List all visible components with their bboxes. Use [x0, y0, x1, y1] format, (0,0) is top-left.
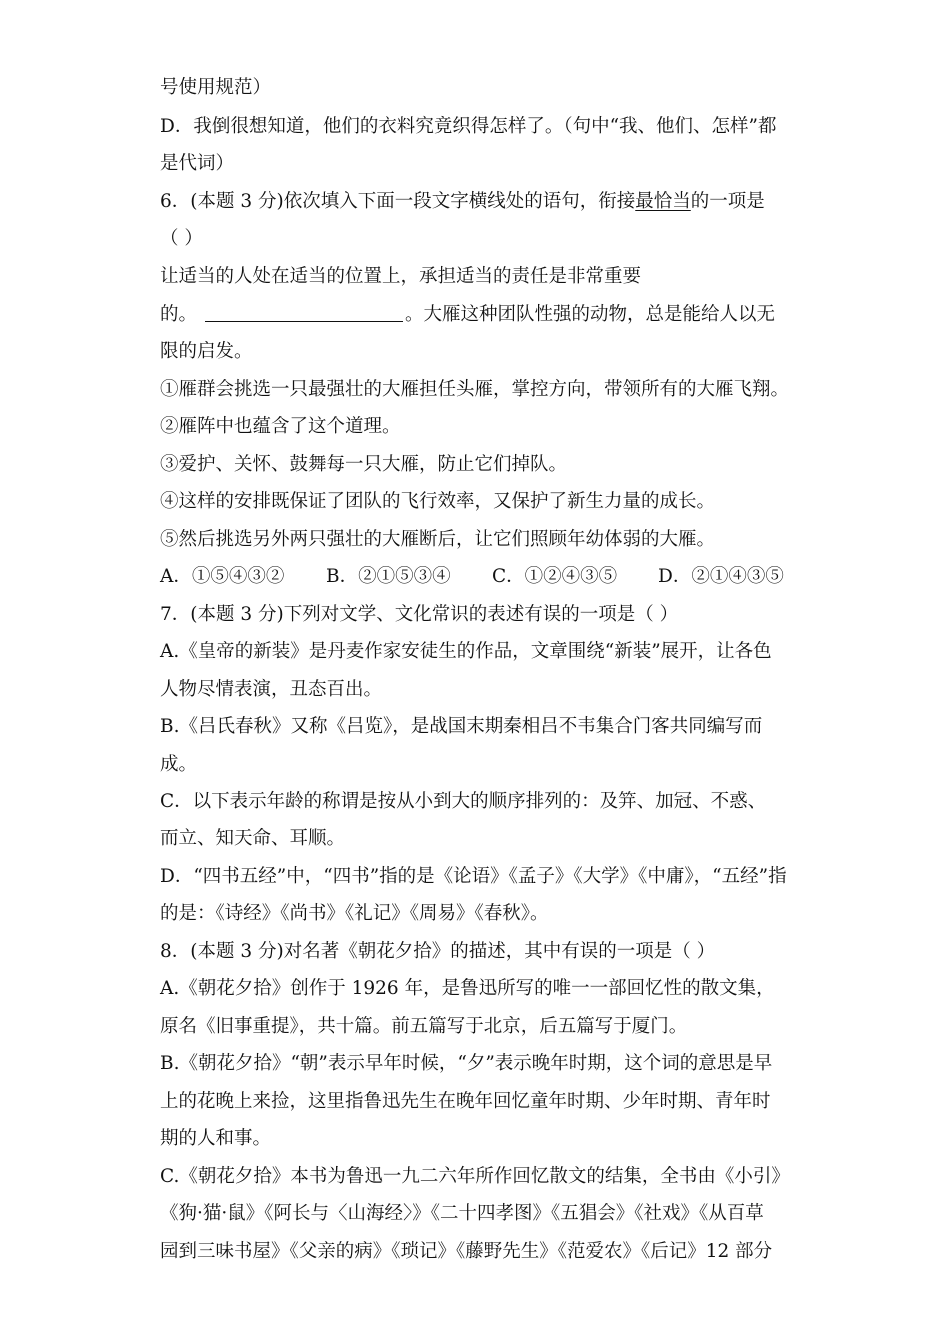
q8-option-c-line-3: 园到三味书屋》《父亲的病》《琐记》《藤野先生》《范爱农》《后记》12 部分 [160, 1241, 773, 1262]
q6-option-a: A．①⑤④③② [160, 566, 285, 587]
q5-tail-line-1: 号使用规范） [160, 77, 272, 98]
q6-item-5: ⑤然后挑选另外两只强壮的大雁断后，让它们照顾年幼体弱的大雁。 [160, 529, 716, 550]
q6-option-c: C．①②④③⑤ [492, 566, 618, 587]
q7-option-b-line-1: B.《吕氏春秋》又称《吕览》，是战国末期秦相吕不韦集合门客共同编写而 [160, 716, 763, 737]
q8-option-a-line-1: A.《朝花夕拾》创作于 1926 年，是鲁迅所写的唯一一部回忆性的散文集， [160, 978, 775, 999]
q8-option-b-line-3: 期的人和事。 [160, 1128, 272, 1149]
q6-item-1: ①雁群会挑选一只最强壮的大雁担任头雁，掌控方向，带领所有的大雁飞翔。 [160, 379, 790, 400]
q6-option-b: B．②①⑤③④ [326, 566, 451, 587]
q7-option-a-line-1: A.《皇帝的新装》是丹麦作家安徒生的作品，文章围绕“新装”展开，让各色 [160, 641, 772, 662]
q6-answer-paren: （ ） [160, 228, 203, 249]
q6-item-2: ②雁阵中也蕴含了这个道理。 [160, 416, 401, 437]
q8-option-b-line-1: B.《朝花夕拾》“朝”表示早年时候，“夕”表示晚年时期，这个词的意思是早 [160, 1053, 773, 1074]
q7-stem: 7．(本题 3 分)下列对文学、文化常识的表述有误的一项是（ ） [160, 604, 679, 625]
q8-option-c-line-1: C.《朝花夕拾》本书为鲁迅一九二六年所作回忆散文的结集，全书由《小引》 [160, 1166, 790, 1187]
q6-stem [160, 189, 765, 215]
q6-stem-underlined: 最恰当 [635, 191, 691, 212]
q7-option-c-line-2: 而立、知天命、耳顺。 [160, 828, 346, 849]
q7-option-d-line-1: D．“四书五经”中，“四书”指的是《论语》《孟子》《大学》《中庸》，“五经”指 [160, 866, 787, 887]
q6-options [160, 564, 784, 590]
fill-in-blank [205, 303, 403, 322]
q7-option-c-line-1: C．以下表示年龄的称谓是按从小到大的顺序排列的：及笄、加冠、不惑、 [160, 791, 767, 812]
q6-item-4: ④这样的安排既保证了团队的飞行效率，又保护了新生力量的成长。 [160, 491, 716, 512]
q8-stem: 8．(本题 3 分)对名著《朝花夕拾》的描述，其中有误的一项是（ ） [160, 941, 716, 962]
q6-passage-line-3: 限的启发。 [160, 341, 253, 362]
q6-passage-line-1: 让适当的人处在适当的位置上，承担适当的责任是非常重要 [160, 266, 642, 287]
q8-option-c-line-2: 《狗·猫·鼠》《阿长与〈山海经〉》《二十四孝图》《五猖会》《社戏》《从百草 [160, 1203, 764, 1224]
q5-option-d-line-1: D．我倒很想知道，他们的衣料究竟织得怎样了。（句中“我、他们、怎样”都 [160, 116, 777, 137]
q6-passage-post: 。大雁这种团队性强的动物，总是能给人以无 [405, 304, 776, 325]
q6-passage-pre: 的。 [160, 304, 198, 325]
q7-option-b-line-2: 成。 [160, 754, 198, 775]
q6-stem-pre: 6．(本题 3 分)依次填入下面一段文字横线处的语句，衔接 [160, 191, 636, 212]
q7-option-a-line-2: 人物尽情表演，丑态百出。 [160, 679, 383, 700]
q6-passage-line-2 [160, 302, 775, 328]
q7-option-d-line-2: 的是：《诗经》《尚书》《礼记》《周易》《春秋》。 [160, 903, 549, 924]
q6-item-3: ③爱护、关怀、鼓舞每一只大雁，防止它们掉队。 [160, 454, 568, 475]
q6-option-d: D．②①④③⑤ [658, 566, 784, 587]
q8-option-a-line-2: 原名《旧事重提》，共十篇。前五篇写于北京，后五篇写于厦门。 [160, 1016, 688, 1037]
q6-stem-post: 的一项是 [690, 191, 765, 212]
q5-option-d-line-2: 是代词） [160, 153, 235, 174]
q8-option-b-line-2: 上的花晚上来捡，这里指鲁迅先生在晚年回忆童年时期、少年时期、青年时 [160, 1091, 771, 1112]
